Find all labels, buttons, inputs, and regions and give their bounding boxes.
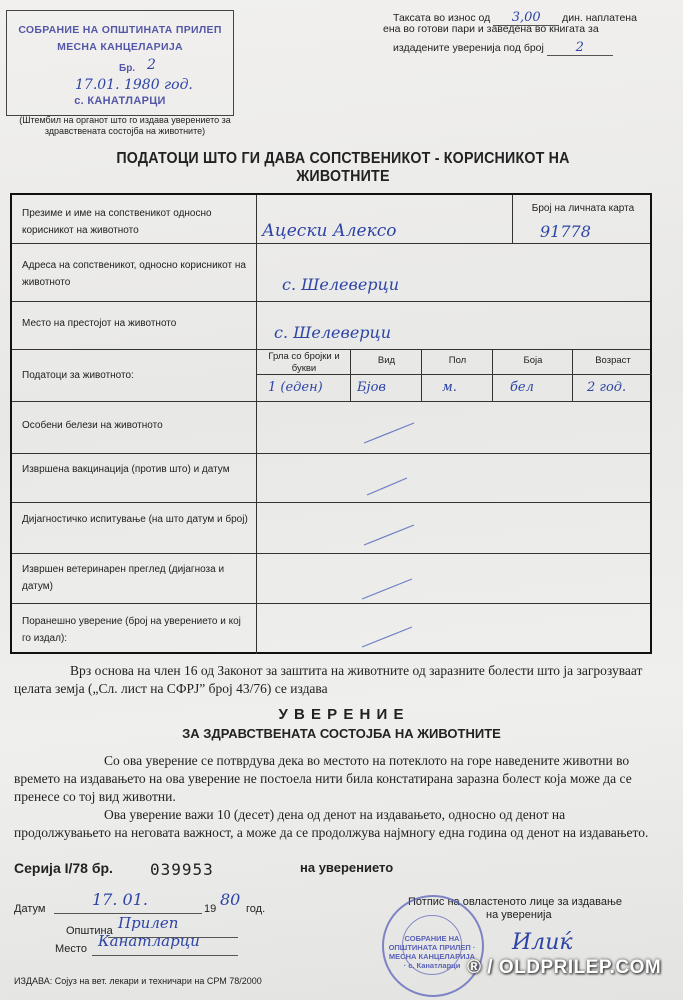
serial-suffix: на уверението — [300, 860, 394, 875]
watermark: ® / OLDPRILEP.COM — [467, 957, 662, 978]
col-kind: Вид — [377, 355, 396, 366]
vet-exam-label: Извршен ветеринарен преглед (дијагноза и датум) — [22, 564, 225, 592]
col-brand: Грла со бројки и букви — [268, 351, 340, 374]
place-value: Канатларци — [98, 932, 200, 950]
stay-value: с. Шелеверци — [274, 323, 392, 342]
vaccination-label: Извршена вакцинација (против што) и датум — [22, 464, 230, 475]
marks-label: Особени белези на животното — [22, 420, 163, 431]
signature-label-2: на уверенија — [486, 909, 552, 921]
section-heading: ПОДАТОЦИ ШТО ГИ ДАВА СОПСТВЕНИКОТ - КОРИСНИКОТ НА ЖИВОТНИТЕ — [116, 150, 570, 185]
fee-number: 2 — [575, 40, 584, 55]
date-label: Датум — [14, 903, 46, 915]
fee-line-3 — [393, 40, 613, 56]
publisher-note: ИЗДАВА: Сојуз на вет. лекари и техничари на СРМ 78/2000 — [14, 976, 262, 986]
round-seal-text: СОБРАНИЕ НА ОПШТИНАТА ПРИЛЕП · МЕСНА КАНЦЕЛАРИЈА · с. Канатларци — [388, 934, 476, 970]
certificate-paragraph-2: Ова уверение важи 10 (десет) дена од денот на издавањето, односно од денот на продолжувањето на неговата важност, а може да се продолжува најмногу една година од денот на издавањето. — [14, 807, 649, 840]
fee-label: Таксата во износ од — [393, 12, 491, 24]
municipality-value: Прилеп — [118, 914, 179, 932]
year-prefix: 19 — [204, 903, 217, 915]
col-age: Возраст — [595, 355, 631, 366]
stamp-line-2: МЕСНА КАНЦЕЛАРИЈА — [57, 41, 183, 53]
animal-kind-value: Бјов — [357, 380, 386, 395]
address-label: Адреса на сопственикот, односно корисникот на животното — [22, 260, 246, 288]
address-value: с. Шелеверци — [282, 275, 400, 294]
serial-label: Серија I/78 бр. — [14, 860, 113, 876]
fee-number-label: издадените уверенија под број — [393, 42, 544, 54]
year-suffix: год. — [246, 903, 266, 915]
stamp-village: с. КАНАТЛАРЦИ — [74, 95, 166, 107]
id-card-value: 91778 — [540, 222, 591, 241]
animal-sex-value: м. — [442, 380, 457, 395]
fee-line-2: ена во готови пари и заведена во книгата за — [383, 23, 599, 35]
signature: Илиќ — [512, 930, 573, 955]
year-value: 80 — [220, 890, 241, 909]
official-stamp-box — [6, 10, 234, 116]
stamp-line-1: СОБРАНИЕ НА ОПШТИНАТА ПРИЛЕП — [18, 24, 222, 36]
col-sex: Пол — [448, 355, 467, 366]
strike-marks — [12, 195, 652, 654]
animal-age-value: 2 год. — [587, 380, 627, 395]
signature-label-1: Потпис на овластеното лице за издавање — [408, 896, 623, 908]
fee-currency: дин. наплатена — [562, 12, 637, 24]
stamp-br-label: Бр. — [119, 63, 136, 74]
id-card-label: Број на личната карта — [531, 203, 635, 214]
diagnostic-label: Дијагностичко испитување (на што датум и број) — [22, 514, 248, 525]
certificate-subtitle: ЗА ЗДРАВСТВЕНАТА СОСТОЈБА НА ЖИВОТНИТЕ — [182, 726, 501, 741]
col-color: Боја — [523, 355, 543, 366]
animal-data-label: Податоци за животното: — [22, 370, 134, 381]
municipality-label: Општина — [66, 925, 113, 937]
stamp-caption: (Штембил на органот што го издава уверението за здравствената состојба на животните) — [19, 115, 231, 136]
stamp-date-value: 17.01. 1980 год. — [75, 77, 193, 93]
fee-amount: 3,00 — [511, 10, 541, 25]
legal-basis-text: Врз основа на член 16 од Законот за заштита на животните од заразните болести што ја загрозуваат целата земја („Сл. лист на СФРЈ” број 43/76) се издава — [14, 663, 643, 696]
serial-number: 039953 — [150, 860, 214, 879]
animal-color-value: бел — [510, 380, 534, 395]
owner-label: Презиме и име на сопственикот односно корисникот на животното — [22, 208, 212, 236]
stay-label: Место на престојот на животното — [22, 318, 177, 329]
date-value: 17. 01. — [92, 890, 148, 909]
certificate-title: У В Е Р Е Н И Е — [278, 706, 405, 723]
place-label: Место — [55, 943, 87, 955]
stamp-br-value: 2 — [147, 57, 156, 73]
animal-data-table — [10, 193, 652, 654]
owner-name-value: Ацески Алексо — [262, 221, 397, 241]
certificate-paragraph-1: Со ова уверение се потврдува дека во местото на потеклото на горе наведените животни во времето на издавањето на ова уверение не постоела нити била констатирана заразна болест која може да се пренесе со тој вид животни. — [14, 753, 632, 804]
previous-cert-label: Поранешно уверение (број на уверението и кој го издал): — [22, 616, 241, 644]
animal-brand-value: 1 (еден) — [268, 380, 323, 395]
